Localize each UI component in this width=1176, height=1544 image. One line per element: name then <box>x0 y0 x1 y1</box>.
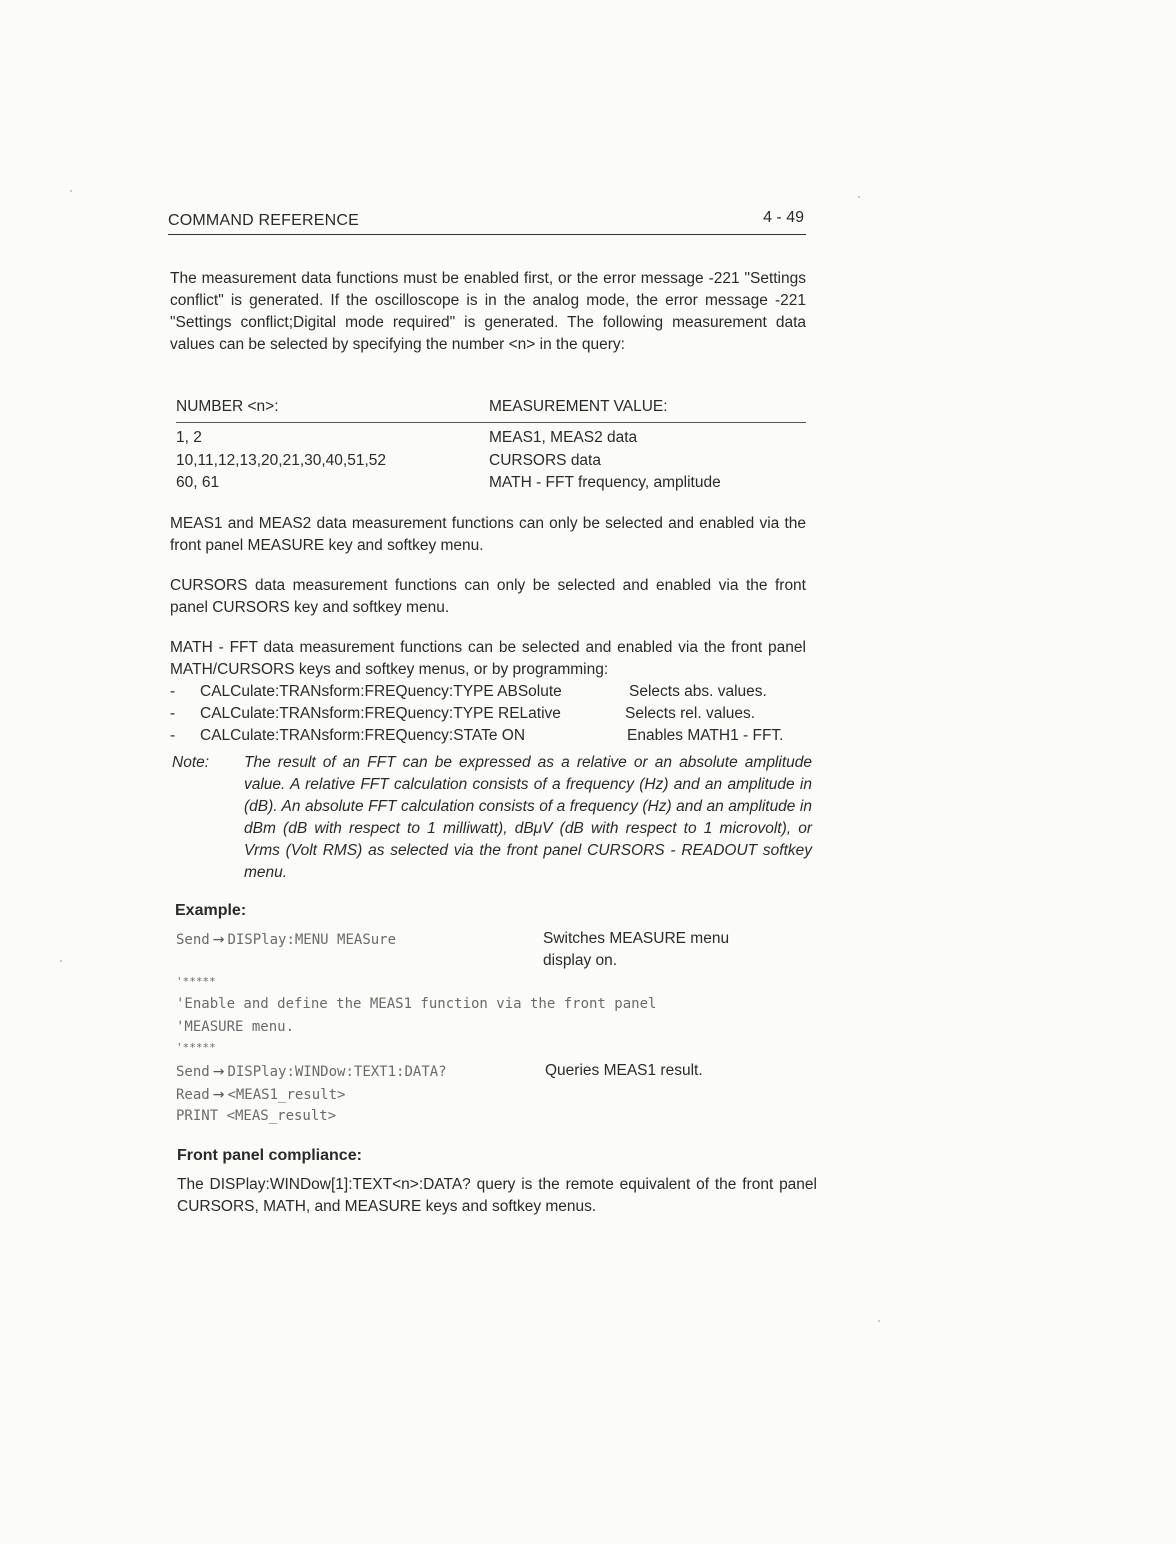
meas-paragraph: MEAS1 and MEAS2 data measurement functions can only be selected and enabled via the front panel MEASURE key and softkey menu. <box>170 515 806 554</box>
row-value: CURSORS data <box>489 451 601 469</box>
command-description: Selects abs. values. <box>629 683 767 700</box>
compliance-text: The DISPlay:WINDow[1]:TEXT<n>:DATA? query is the remote equivalent of the front panel CURSORS, MATH, and MEASURE keys and softkey menus. <box>177 1176 817 1215</box>
example-send-line <box>176 1063 447 1085</box>
command-description: Enables MATH1 - FFT. <box>627 727 784 744</box>
scan-speck <box>878 1320 880 1322</box>
list-dash: - <box>170 683 176 700</box>
row-number: 10,11,12,13,20,21,30,40,51,52 <box>176 451 387 469</box>
command-code: CALCulate:TRANsform:FREQuency:STATe ON <box>200 727 526 744</box>
math-paragraph: MATH - FFT data measurement functions can be selected and enabled via the front panel MATH/CURSORS keys and softkey menus, or by programming: <box>170 639 806 678</box>
read-value: <MEAS1_result> <box>227 1087 346 1103</box>
command-line <box>170 727 810 749</box>
col-value-header: MEASUREMENT VALUE: <box>489 398 668 415</box>
command-description: Selects rel. values. <box>625 705 756 722</box>
row-value: MATH - FFT frequency, amplitude <box>489 474 721 491</box>
list-dash: - <box>170 705 176 722</box>
send-keyword: Send <box>176 1064 210 1080</box>
table-row <box>176 452 806 475</box>
comment-stars: '***** <box>176 975 216 988</box>
command-line <box>170 683 810 705</box>
scan-speck <box>858 196 860 198</box>
send-description <box>543 928 729 972</box>
table-row <box>176 429 806 452</box>
print-line: PRINT <MEAS_result> <box>176 1108 337 1124</box>
row-number: 1, 2 <box>176 429 202 446</box>
note-text: The result of an FFT can be expressed as a relative or an absolute amplitude value. A relative FFT calculation consists of a frequency (Hz) and an amplitude in (dB). An absolute FFT calculation consists of a frequency (Hz) and an amplitude in dBm (dB with respect to 1 milliwatt), dBμV (dB with respect to 1 microvolt), or Vrms (Volt RMS) as selected via the front panel CURSORS - READOUT softkey menu. <box>244 754 812 881</box>
table-header <box>176 398 806 423</box>
comment-line: 'Enable and define the MEAS1 function via the front panel <box>176 996 657 1012</box>
measurement-table <box>176 398 806 497</box>
send-command: DISPlay:MENU MEASure <box>227 932 397 948</box>
section-title: COMMAND REFERENCE <box>168 212 359 229</box>
intro-paragraph: The measurement data functions must be enabled first, or the error message -221 "Settings conflict" is generated. If the oscilloscope is in the analog mode, the error message -221 "Settings conflict;Digital mode required" is generated. The following measurement data values can be selected by specifying the number <n> in the query: <box>170 270 806 353</box>
arrow-icon: → <box>212 1087 225 1103</box>
send-description-line: display on. <box>543 952 618 969</box>
command-code: CALCulate:TRANsform:FREQuency:TYPE RELative <box>200 705 561 722</box>
send-description-line: Switches MEASURE menu <box>543 930 730 947</box>
arrow-icon: → <box>212 932 225 948</box>
note-label: Note: <box>172 754 210 771</box>
scan-speck <box>60 960 62 962</box>
comment-line: 'MEASURE menu. <box>176 1019 295 1035</box>
command-line <box>170 705 810 727</box>
table-row <box>176 474 806 497</box>
example-send-line <box>176 931 396 953</box>
compliance-heading: Front panel compliance: <box>177 1147 362 1164</box>
page-header <box>168 209 806 235</box>
example-heading: Example: <box>175 902 247 919</box>
row-value: MEAS1, MEAS2 data <box>489 429 638 446</box>
query-description: Queries MEAS1 result. <box>545 1062 703 1079</box>
scan-speck <box>70 190 72 192</box>
command-code: CALCulate:TRANsform:FREQuency:TYPE ABSolute <box>200 683 562 700</box>
comment-stars: '***** <box>176 1041 216 1054</box>
example-read-line <box>176 1086 345 1108</box>
read-keyword: Read <box>176 1087 210 1103</box>
col-number-header: NUMBER <n>: <box>176 398 279 415</box>
row-number: 60, 61 <box>176 474 220 491</box>
send-keyword: Send <box>176 932 210 948</box>
arrow-icon: → <box>212 1064 225 1080</box>
page-number: 4 - 49 <box>763 209 804 226</box>
send-command: DISPlay:WINDow:TEXT1:DATA? <box>227 1064 447 1080</box>
list-dash: - <box>170 727 176 744</box>
cursors-paragraph: CURSORS data measurement functions can only be selected and enabled via the front panel CURSORS key and softkey menu. <box>170 577 806 616</box>
